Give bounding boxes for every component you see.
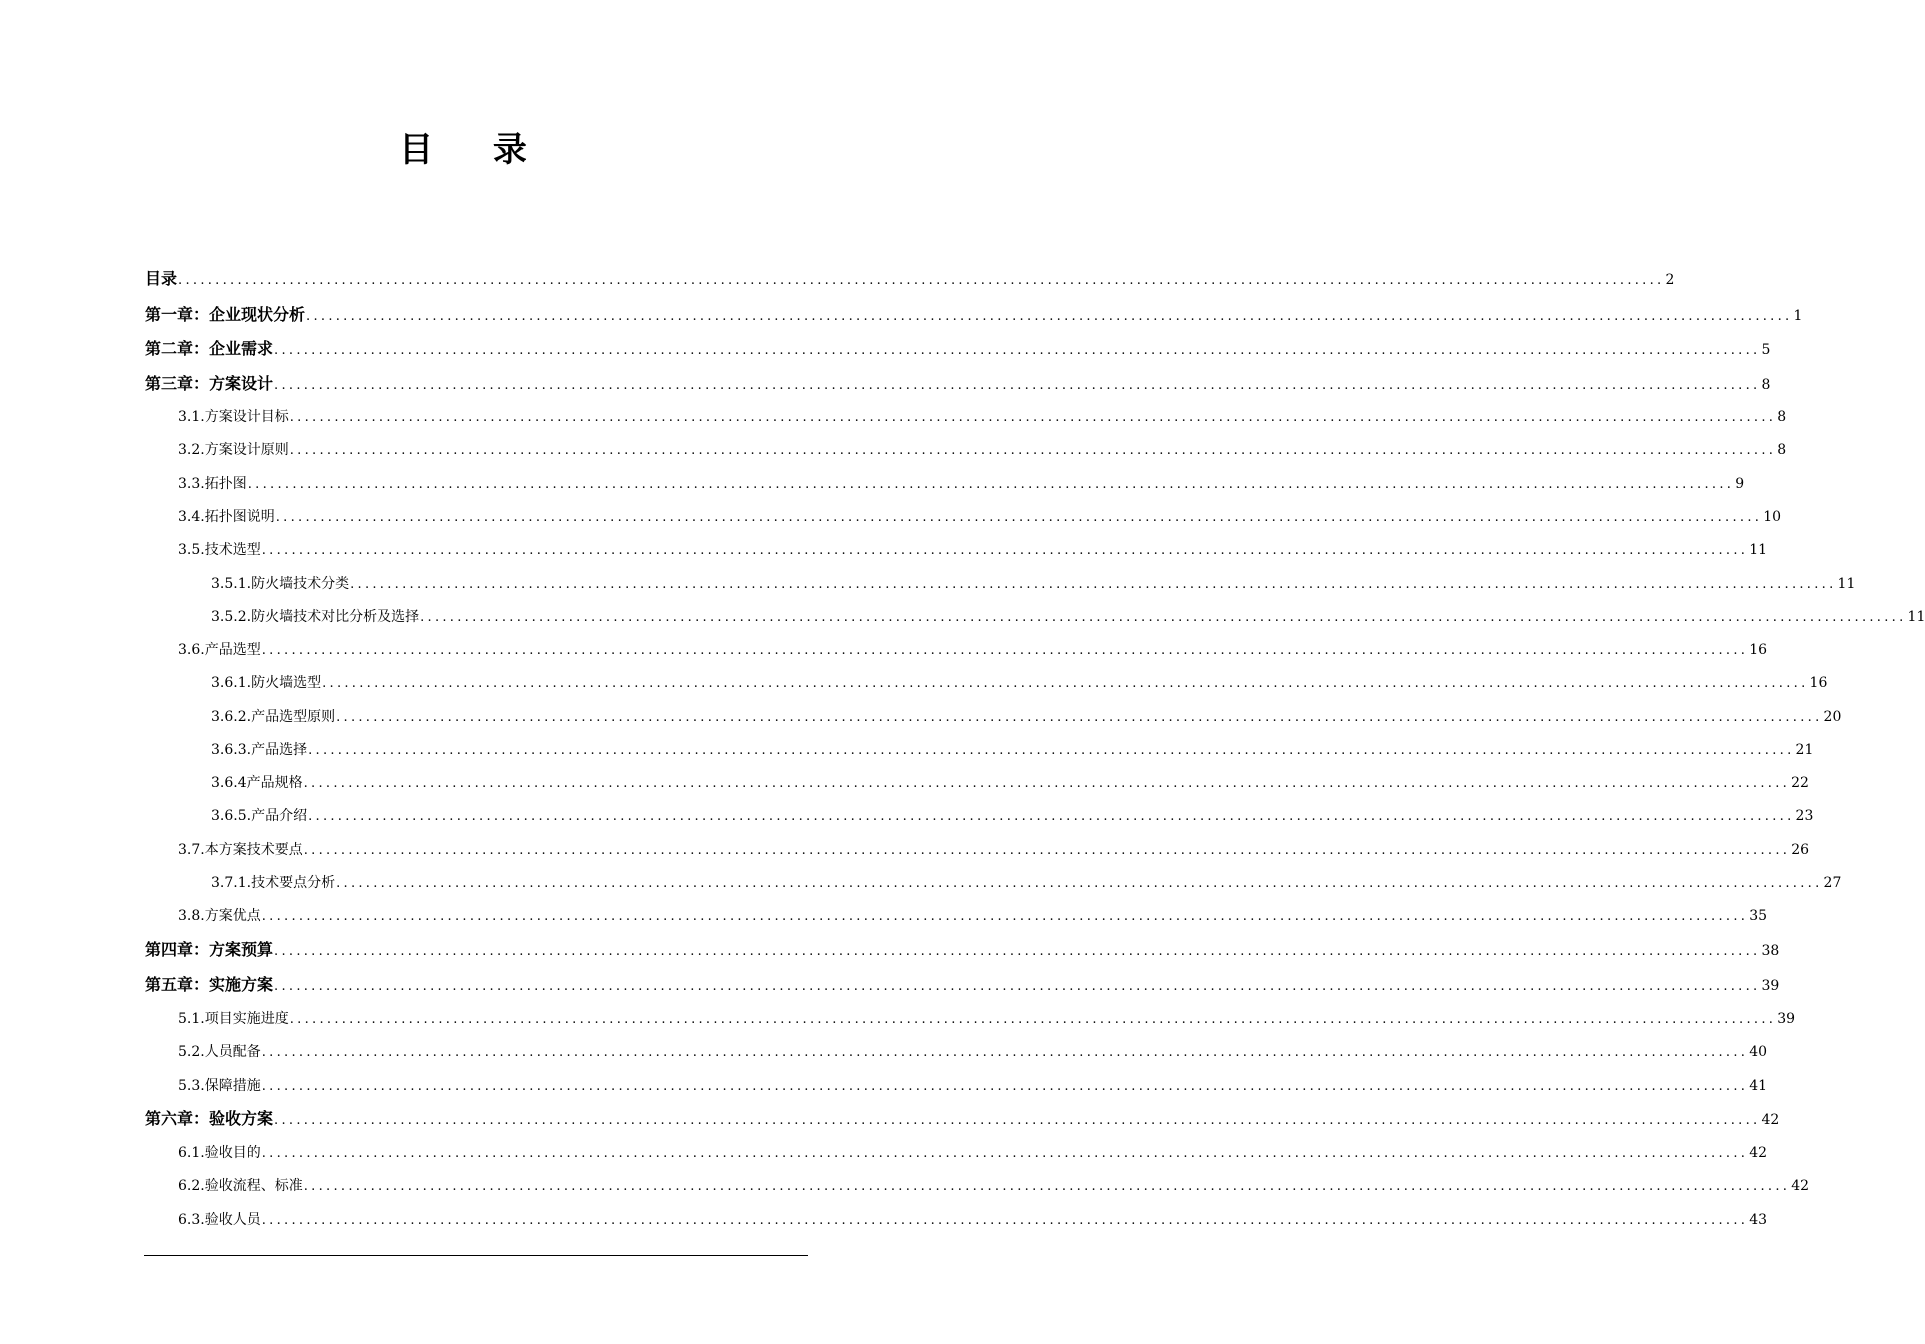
toc-dot-leader: ........................................................................................................................................................................................................ [247,477,1735,492]
toc-entry[interactable] [178,1173,1810,1199]
toc-dot-leader: ........................................................................................................................................................................................................ [303,776,1791,791]
page-title: 目 录 [399,130,551,170]
toc-entry[interactable] [145,937,1780,963]
toc-page-number: 39 [1761,978,1780,994]
toc-entry[interactable] [211,737,1814,763]
toc-entry[interactable] [211,803,1814,829]
toc-page-number: 22 [1791,775,1809,791]
toc-dot-leader: ........................................................................................................................................................................................................ [275,510,1763,525]
toc-entry[interactable] [145,371,1771,397]
toc-entry-title: 第四章：方案预算 [145,940,274,959]
toc-entry[interactable] [145,302,1803,328]
footer-divider [144,1255,808,1256]
toc-entry-title: 3.4.拓扑图说明 [178,509,275,525]
toc-entry-title: 3.2.方案设计原则 [178,442,289,458]
toc-page-number: 11 [1837,576,1856,592]
toc-dot-leader: ........................................................................................................................................................................................................ [350,577,1837,592]
toc-entry-title: 3.6.5.产品介绍 [211,808,308,824]
toc-dot-leader: ........................................................................................................................................................................................................ [261,1079,1749,1094]
toc-entry[interactable] [178,404,1787,430]
toc-entry[interactable] [178,504,1782,530]
toc-entry[interactable] [178,1006,1796,1032]
toc-entry-title: 3.6.4产品规格 [211,775,303,791]
toc-dot-leader: ........................................................................................................................................................................................................ [420,610,1907,625]
toc-dot-leader: ........................................................................................................................................................................................................ [274,979,1761,994]
toc-dot-leader: ........................................................................................................................................................................................................ [261,1045,1749,1060]
toc-dot-leader: ........................................................................................................................................................................................................ [306,309,1793,324]
toc-entry-title: 3.8.方案优点 [178,908,261,924]
toc-page-number: 16 [1749,642,1768,658]
toc-entry[interactable] [211,670,1828,696]
toc-dot-leader: ........................................................................................................................................................................................................ [274,944,1761,959]
toc-dot-leader: ........................................................................................................................................................................................................ [261,1146,1749,1161]
toc-entry[interactable] [178,837,1810,863]
toc-page-number: 38 [1761,943,1780,959]
toc-page-number: 16 [1809,675,1828,691]
toc-dot-leader: ........................................................................................................................................................................................................ [303,843,1791,858]
toc-entry-title: 第五章：实施方案 [145,975,274,994]
toc-dot-leader: ........................................................................................................................................................................................................ [261,1213,1749,1228]
toc-page-number: 21 [1795,742,1814,758]
toc-entry[interactable] [211,770,1809,796]
toc-entry[interactable] [211,704,1842,730]
toc-dot-leader: ........................................................................................................................................................................................................ [303,1179,1791,1194]
toc-page-number: 11 [1907,609,1925,625]
toc-entry[interactable] [178,1140,1768,1166]
toc-page-number: 27 [1823,875,1842,891]
toc-entry-title: 6.1.验收目的 [178,1145,261,1161]
toc-page-number: 42 [1791,1178,1810,1194]
toc-entry-title: 第三章：方案设计 [145,374,274,393]
toc-entry-title: 3.6.3.产品选择 [211,742,308,758]
toc-entry-title: 5.1.项目实施进度 [178,1011,289,1027]
toc-page-number: 8 [1761,377,1771,393]
toc-entry[interactable] [211,870,1842,896]
toc-dot-leader: ........................................................................................................................................................................................................ [178,273,1665,288]
toc-page-number: 42 [1749,1145,1768,1161]
toc-page-number: 1 [1793,308,1803,324]
toc-entry-title: 3.5.2.防火墙技术对比分析及选择 [211,609,420,625]
toc-dot-leader: ........................................................................................................................................................................................................ [336,710,1823,725]
toc-entry[interactable] [145,972,1780,998]
toc-page-number: 2 [1665,272,1675,288]
toc-entry[interactable] [211,571,1856,597]
toc-entry[interactable] [145,1106,1780,1132]
toc-entry-title: 3.5.1.防火墙技术分类 [211,576,350,592]
toc-entry-title: 第一章：企业现状分析 [145,305,306,324]
toc-page-number: 23 [1795,808,1814,824]
toc-entry[interactable] [178,537,1768,563]
toc-page-number: 10 [1763,509,1782,525]
toc-entry-title: 3.6.1.防火墙选型 [211,675,322,691]
toc-entry[interactable] [178,903,1768,929]
toc-page-number: 43 [1749,1212,1768,1228]
toc-page-number: 26 [1791,842,1810,858]
toc-dot-leader: ........................................................................................................................................................................................................ [322,676,1809,691]
toc-entry-title: 6.2.验收流程、标准 [178,1178,303,1194]
toc-entry-title: 3.3.拓扑图 [178,476,247,492]
toc-dot-leader: ........................................................................................................................................................................................................ [289,410,1777,425]
toc-dot-leader: ........................................................................................................................................................................................................ [289,1012,1777,1027]
toc-page-number: 5 [1761,342,1771,358]
toc-entry[interactable] [145,266,1675,292]
toc-dot-leader: ........................................................................................................................................................................................................ [274,1113,1761,1128]
toc-page-number: 35 [1749,908,1768,924]
toc-entry[interactable] [145,336,1771,362]
toc-entry-title: 第六章：验收方案 [145,1109,274,1128]
toc-dot-leader: ........................................................................................................................................................................................................ [274,343,1761,358]
toc-page-number: 42 [1761,1112,1780,1128]
toc-entry[interactable] [178,637,1768,663]
toc-entry[interactable] [178,1073,1768,1099]
toc-dot-leader: ........................................................................................................................................................................................................ [308,809,1795,824]
toc-entry-title: 5.2.人员配备 [178,1044,261,1060]
toc-page-number: 8 [1777,409,1787,425]
toc-entry-title: 3.7.本方案技术要点 [178,842,303,858]
toc-dot-leader: ........................................................................................................................................................................................................ [261,643,1749,658]
toc-dot-leader: ........................................................................................................................................................................................................ [274,378,1761,393]
toc-entry[interactable] [178,1207,1768,1233]
toc-page-number: 11 [1749,542,1768,558]
toc-entry-title: 3.6.产品选型 [178,642,261,658]
toc-page-number: 41 [1749,1078,1768,1094]
toc-page-number: 8 [1777,442,1787,458]
toc-page-number: 40 [1749,1044,1768,1060]
toc-entry-title: 6.3.验收人员 [178,1212,261,1228]
toc-page-number: 39 [1777,1011,1796,1027]
toc-dot-leader: ........................................................................................................................................................................................................ [308,743,1795,758]
toc-page-number: 20 [1823,709,1842,725]
toc-entry-title: 3.7.1.技术要点分析 [211,875,336,891]
toc-entry-title: 3.5.技术选型 [178,542,261,558]
toc-dot-leader: ........................................................................................................................................................................................................ [289,443,1777,458]
toc-dot-leader: ........................................................................................................................................................................................................ [336,876,1823,891]
toc-dot-leader: ........................................................................................................................................................................................................ [261,543,1749,558]
toc-entry-title: 5.3.保障措施 [178,1078,261,1094]
toc-entry-title: 3.1.方案设计目标 [178,409,289,425]
toc-entry[interactable] [178,471,1745,497]
toc-page-number: 9 [1735,476,1745,492]
toc-entry[interactable] [178,437,1787,463]
toc-entry[interactable] [178,1039,1768,1065]
toc-dot-leader: ........................................................................................................................................................................................................ [261,909,1749,924]
toc-entry-title: 第二章：企业需求 [145,339,274,358]
toc-entry-title: 3.6.2.产品选型原则 [211,709,336,725]
toc-entry[interactable] [211,604,1925,630]
toc-entry-title: 目录 [145,269,178,288]
